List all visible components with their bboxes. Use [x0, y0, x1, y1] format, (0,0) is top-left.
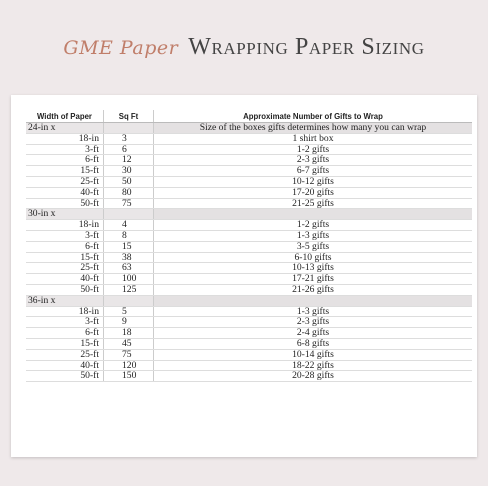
sqft-cell: 38 [104, 253, 154, 263]
table-row [26, 134, 472, 145]
column-header-sqft: Sq Ft [104, 110, 154, 122]
gifts-cell: 21-26 gifts [292, 283, 334, 295]
gifts-cell: 2-4 gifts [296, 327, 330, 339]
sizing-table [26, 110, 472, 382]
table-row [26, 199, 472, 210]
sqft-cell: 50 [104, 177, 154, 187]
table-row [26, 242, 472, 253]
gifts-cell: 18-22 gifts [292, 359, 334, 371]
gifts-cell: 10-14 gifts [292, 348, 334, 360]
length-cell: 50-ft [26, 371, 104, 381]
length-cell: 3-ft [26, 317, 104, 327]
length-cell: 40-ft [26, 361, 104, 371]
length-cell: 18-in [26, 220, 104, 230]
page-title: Wrapping Paper Sizing [188, 34, 425, 60]
length-cell: 15-ft [26, 253, 104, 263]
gifts-cell: 1-3 gifts [296, 229, 330, 241]
sqft-cell: 8 [104, 231, 154, 241]
section-note: Size of the boxes gifts determines how many you can wrap [154, 123, 472, 133]
table-row [26, 188, 472, 199]
page-header [0, 34, 488, 74]
sqft-cell: 125 [104, 285, 154, 295]
table-row [26, 371, 472, 382]
length-cell: 50-ft [26, 285, 104, 295]
gifts-cell: 20-28 gifts [292, 370, 334, 382]
length-cell: 15-ft [26, 166, 104, 176]
section-row [26, 296, 472, 307]
brand-logo-text: GME Paper [63, 37, 179, 59]
sqft-cell: 9 [104, 317, 154, 327]
length-cell: 3-ft [26, 231, 104, 241]
sqft-cell: 45 [104, 339, 154, 349]
section-sqft-cell [104, 209, 154, 219]
sqft-cell: 4 [104, 220, 154, 230]
sqft-cell: 75 [104, 199, 154, 209]
sqft-cell: 100 [104, 274, 154, 284]
length-cell: 6-ft [26, 155, 104, 165]
sqft-cell: 75 [104, 350, 154, 360]
column-header-gifts: Approximate Number of Gifts to Wrap [243, 112, 383, 121]
gifts-cell: 1-2 gifts [296, 219, 330, 231]
gifts-cell: 21-25 gifts [292, 197, 334, 209]
section-label: 30-in x [26, 209, 104, 219]
table-row [26, 285, 472, 296]
section-sqft-cell [104, 296, 154, 306]
gifts-cell: 6-7 gifts [296, 165, 330, 177]
gifts-cell: 6-8 gifts [296, 337, 330, 349]
length-cell: 25-ft [26, 263, 104, 273]
gifts-cell: 1-2 gifts [296, 143, 330, 155]
gifts-cell: 17-20 gifts [292, 186, 334, 198]
gifts-cell: 10-12 gifts [292, 175, 334, 187]
sqft-cell: 3 [104, 134, 154, 144]
length-cell: 25-ft [26, 350, 104, 360]
gifts-cell: 2-3 gifts [296, 154, 330, 166]
table-row [26, 350, 472, 361]
section-note [154, 209, 472, 219]
length-cell: 3-ft [26, 145, 104, 155]
sqft-cell: 150 [104, 371, 154, 381]
sqft-cell: 80 [104, 188, 154, 198]
section-label: 24-in x [26, 123, 104, 133]
length-cell: 50-ft [26, 199, 104, 209]
gifts-cell: 1-3 gifts [296, 305, 330, 317]
sqft-cell: 120 [104, 361, 154, 371]
sqft-cell: 63 [104, 263, 154, 273]
gifts-cell: 1 shirt box [292, 132, 334, 144]
length-cell: 40-ft [26, 188, 104, 198]
length-cell: 25-ft [26, 177, 104, 187]
column-header-width: Width of Paper [26, 110, 104, 122]
length-cell: 18-in [26, 307, 104, 317]
section-sqft-cell [104, 123, 154, 133]
length-cell: 6-ft [26, 328, 104, 338]
sqft-cell: 6 [104, 145, 154, 155]
length-cell: 40-ft [26, 274, 104, 284]
paper-sheet [11, 95, 477, 457]
length-cell: 15-ft [26, 339, 104, 349]
length-cell: 18-in [26, 134, 104, 144]
gifts-cell: 6-10 gifts [294, 251, 332, 263]
gifts-cell: 10-13 gifts [292, 262, 334, 274]
sqft-cell: 12 [104, 155, 154, 165]
gifts-cell: 3-5 gifts [296, 240, 330, 252]
gifts-cell: 17-21 gifts [292, 273, 334, 285]
sqft-cell: 15 [104, 242, 154, 252]
section-label: 36-in x [26, 296, 104, 306]
sqft-cell: 30 [104, 166, 154, 176]
gifts-cell: 2-3 gifts [296, 316, 330, 328]
sqft-cell: 18 [104, 328, 154, 338]
sqft-cell: 5 [104, 307, 154, 317]
length-cell: 6-ft [26, 242, 104, 252]
section-note [154, 296, 472, 306]
